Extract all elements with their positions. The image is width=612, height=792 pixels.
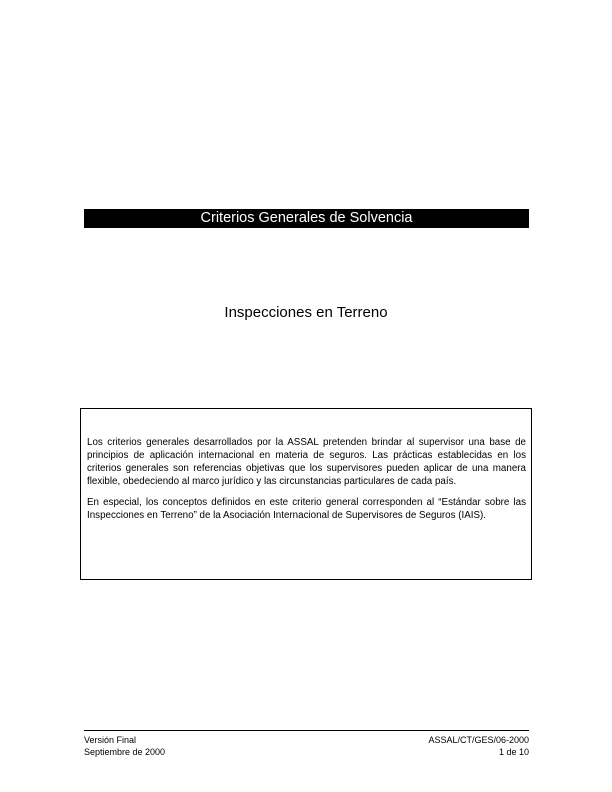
document-title: Criterios Generales de Solvencia bbox=[200, 210, 413, 226]
footer-divider bbox=[84, 730, 529, 731]
footer-date: Septiembre de 2000 bbox=[84, 747, 166, 757]
footer-right bbox=[428, 734, 529, 758]
summary-paragraph-1: Los criterios generales desarrollados por la ASSAL pretenden brindar al supervisor una base de principios de aplicación internacional en materia de seguros. Las prácticas establecidas en los criterios generales son referencias objetivas que los supervisores pueden aplicar de una manera flexible, obedeciendo al marco jurídico y las circunstancias particulares de cada país. bbox=[87, 437, 526, 487]
footer-version: Versión Final bbox=[84, 735, 137, 745]
footer-page-number: 1 de 10 bbox=[498, 747, 529, 757]
document-subtitle: Inspecciones en Terreno bbox=[224, 304, 388, 321]
footer-doc-code: ASSAL/CT/GES/06-2000 bbox=[428, 735, 529, 745]
footer-left bbox=[84, 734, 165, 758]
summary-box bbox=[80, 408, 532, 580]
document-title-banner bbox=[84, 209, 529, 228]
summary-paragraph-2: En especial, los conceptos definidos en este criterio general corresponden al “Estándar sobre las Inspecciones en Terreno” de la Asociación Internacional de Supervisores de Seguros (IAIS). bbox=[87, 497, 526, 521]
